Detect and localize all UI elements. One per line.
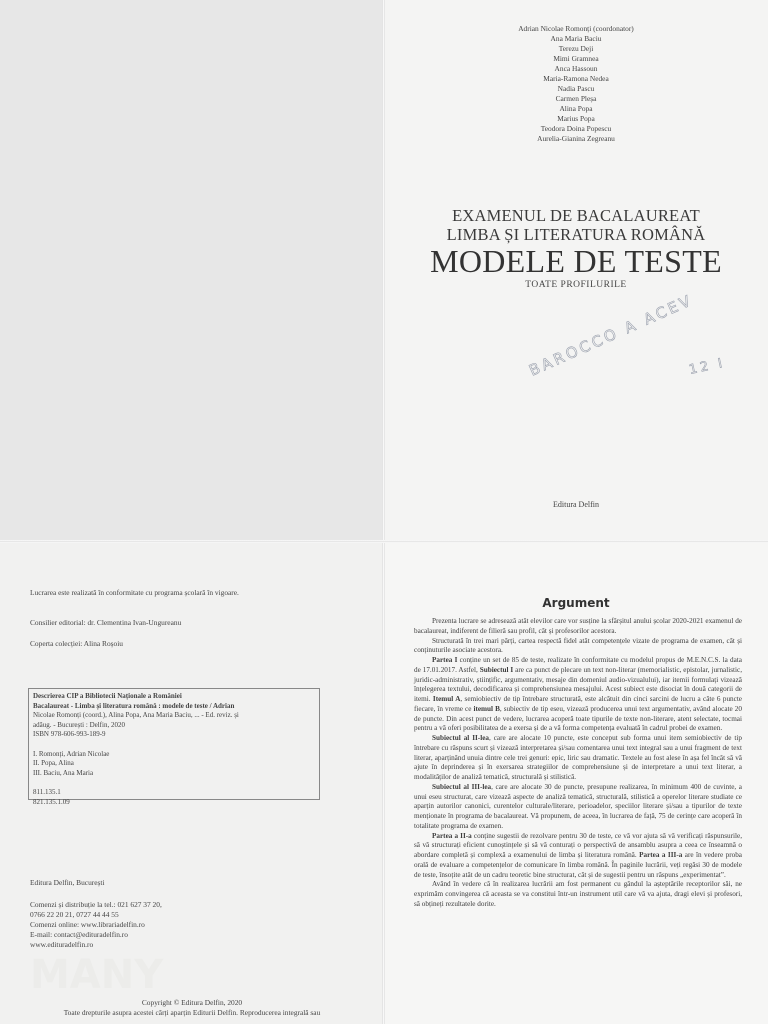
contact-line: E-mail: contact@edituradelfin.ro — [30, 930, 128, 939]
author-name: Mimi Gramnea — [553, 54, 599, 63]
bold-term: itemul B — [473, 704, 500, 713]
author-name: Ana Maria Baciu — [550, 34, 602, 43]
argument-paragraph: Având în vedere că în realizarea lucrării am fost permanent cu gândul la așteptările receptorilor săi, ne exprimăm convingerea că aceasta se va constitui într-un instrument util care vă va ajuta, dragi elevi și profesori, să obțineți rezultatele dorite. — [414, 880, 742, 908]
cip-line: Nicolae Romonți (coord.), Alina Popa, Ana Maria Baciu, ... - Ed. reviz. și — [33, 711, 239, 720]
editorial-advisor: Consilier editorial: dr. Clementina Ivan-Ungureanu — [30, 618, 182, 627]
argument-paragraph: Subiectul al II-lea, care are alocate 10 puncte, este conceput sub forma unui item semiobiectiv de tip întrebare cu răspuns scurt și vizează interpretarea și/sau comentarea unui text integral sau a unui fragment de text literar, aparținând unuia dintre cele trei genuri: epic, liric sau dramatic. Textele au fost alese în așa fel încât să vă ajute în deprinderea și în exersarea strategiilor de comprehensiune și de interpretare a unui text literar, a modalităților de analiză tematică, structurală și stilistică. — [414, 734, 742, 781]
cip-line: 811.135.1 — [33, 787, 61, 796]
book-spine-vertical — [382, 0, 385, 1024]
author-name: Nadia Pascu — [557, 84, 595, 93]
rights-line: Toate drepturile asupra acestei cărți aparțin Editurii Delfin. Reproducerea integrală sau — [63, 1007, 321, 1017]
cip-line: I. Romonți, Adrian Nicolae — [33, 749, 110, 758]
exam-heading-line-1: EXAMENUL DE BACALAUREAT — [452, 206, 700, 225]
book-title: MODELE DE TESTE — [430, 243, 722, 279]
bold-term: Subiectul al III-lea — [432, 782, 492, 791]
author-name: Maria-Ramona Nedea — [543, 74, 609, 83]
bold-term: Itemul A — [432, 695, 461, 703]
argument-paragraph: Structurată în trei mari părți, cartea respectă fidel atât competențele vizate de programa de examen, cât și conținuturile asociate acestora. — [414, 636, 742, 655]
copyright-page — [0, 542, 384, 1024]
handwritten-note — [514, 290, 744, 390]
argument-paragraph: Partea I conține un set de 85 de teste, realizate în conformitate cu modelul propus de M.E.N.C.S. la data de 17.01.2017. Astfel, Subiectul I are ca punct de plecare un text non-literar (memorialistic, epistolar, jurnalistic, juridic-administrativ, științific, argumentativ, mesaje din domeniul audio-vizualului), iar itemii formulați vizează înțelegerea textului, decodificarea și comprehensiunea mesajului. Acest subiect este disociat în două categorii de itemi. Itemul A, semiobiectiv de tip întrebare structurată, este alcătuit din cinci sarcini de lucru a câte 6 puncte fiecare, în vreme ce itemul B, subiectiv de tip eseu, vizează producerea unui text argumentativ, având alocate 20 de puncte. Din acest punct de vedere, lucrarea acoperă toate tipurile de texte non-literare, atent selectate, tocmai pentru a vă oferi posibilitatea de a exersa și de a vă forma competența evaluată în cadrul probei de examen. — [414, 656, 743, 733]
cip-line: adăug. - București : Delfin, 2020 — [33, 720, 125, 729]
author-name: Aurelia-Gianina Zegreanu — [537, 134, 615, 143]
faded-watermark: MANY — [30, 952, 164, 998]
author-name: Anca Hassoun — [554, 64, 598, 73]
author-name: Teodora Doina Popescu — [540, 124, 612, 133]
copyright-line: Copyright © Editura Delfin, 2020 — [141, 998, 243, 1007]
bold-term: Partea I — [432, 656, 458, 664]
argument-page — [384, 542, 768, 1024]
cip-line: II. Popa, Alina — [33, 759, 74, 768]
cip-line: Bacalaureat - Limba și literatura română : modele de teste / Adrian — [33, 701, 235, 710]
argument-paragraph: Partea a II-a conține sugestii de rezolvare pentru 30 de teste, ce vă vor ajuta să vă verificați răspunsurile, să vă structurați eficient cunoștințele și să vă conturați o perspectivă de ansamblu asupra a ceea ce înseamnă o abordare completă și complexă a examenului de limba și literatura română. Partea a III-a are în vedere proba orală de evaluare a competențelor de comunicare în limba română. În paginile lucrării, veți regăsi 30 de modele de teste, însoțite atât de un cadru teoretic bine structurat, cât și de sugestii pentru un răspuns „experimentat”. — [414, 831, 742, 879]
publisher-city: Editura Delfin, București — [30, 878, 105, 887]
author-name: Marius Popa — [557, 114, 595, 123]
author-name: Alina Popa — [559, 104, 593, 113]
argument-title: Argument — [542, 596, 610, 610]
handwritten-note-line-1: BAROCCO A ACEV — [526, 290, 696, 380]
bold-term: Partea a II-a — [432, 831, 472, 840]
bold-term: Subiectul al II-lea — [432, 734, 489, 742]
contact-line: www.edituradelfin.ro — [30, 940, 94, 949]
cover-credit: Coperta colecției: Alina Roșoiu — [30, 639, 123, 648]
argument-body — [414, 617, 742, 910]
argument-paragraph: Prezenta lucrare se adresează atât elevilor care vor susține la sfârșitul anului școlar 2020-2021 examenul de bacalaureat, indiferent de filieră sau profil, cât și profesorilor acestora. — [414, 617, 742, 635]
cip-line: III. Baciu, Ana Maria — [33, 768, 94, 777]
conformity-note: Lucrarea este realizată în conformitate cu programa școlară în vigoare. — [30, 588, 239, 597]
cip-line: ISBN 978-606-993-189-9 — [33, 730, 106, 739]
bold-term: Partea a III-a — [639, 851, 683, 859]
cip-line: Descrierea CIP a Bibliotecii Naționale a României — [33, 692, 182, 700]
author-name: Carmen Pleșa — [555, 94, 597, 103]
argument-paragraph: Subiectul al III-lea, care are alocate 30 de puncte, presupune realizarea, în minimum 400 de cuvinte, a unui eseu structurat, care vizează aspecte de analiză tematică, structurală, stilistică a operelor literare studiate ce aparțin autorilor canonici, curentelor culturale/literare, perioadelor, speciilor literare și/sau a tipurilor de texte menționate în programa de bacalaureat. Vă propunem, de aceea, în lucrarea de față, 75 de cerințe care acoperă în totalitate programa de examen. — [414, 782, 742, 830]
exam-heading-line-2: LIMBA ȘI LITERATURA ROMÂNĂ — [446, 225, 706, 244]
cip-line — [33, 740, 239, 750]
bold-term: Subiectul I — [479, 665, 514, 674]
contact-line: Comenzi online: www.librariadelfin.ro — [30, 920, 145, 929]
copyright-block — [0, 998, 384, 1017]
handwritten-note-line-2: 12 I — [687, 355, 727, 378]
author-list — [384, 24, 768, 144]
title-page — [384, 0, 768, 542]
publisher-name: Editura Delfin — [553, 500, 599, 509]
book-spine-horizontal — [0, 540, 768, 543]
contact-line: Comenzi și distribuție la tel.: 021 627 37 20, — [30, 900, 162, 909]
contact-block — [30, 900, 162, 950]
author-name: Adrian Nicolae Romonți (coordonator) — [518, 24, 634, 33]
cip-line: 821.135.1.09 — [33, 797, 70, 806]
blank-facing-page — [0, 0, 384, 542]
exam-heading — [384, 206, 768, 244]
book-subtitle: TOATE PROFILURILE — [525, 280, 627, 290]
contact-line: 0766 22 20 21, 0727 44 44 55 — [30, 910, 119, 919]
cip-record-box — [28, 688, 320, 806]
author-name: Terezu Deji — [558, 44, 594, 53]
cip-line — [33, 778, 239, 788]
